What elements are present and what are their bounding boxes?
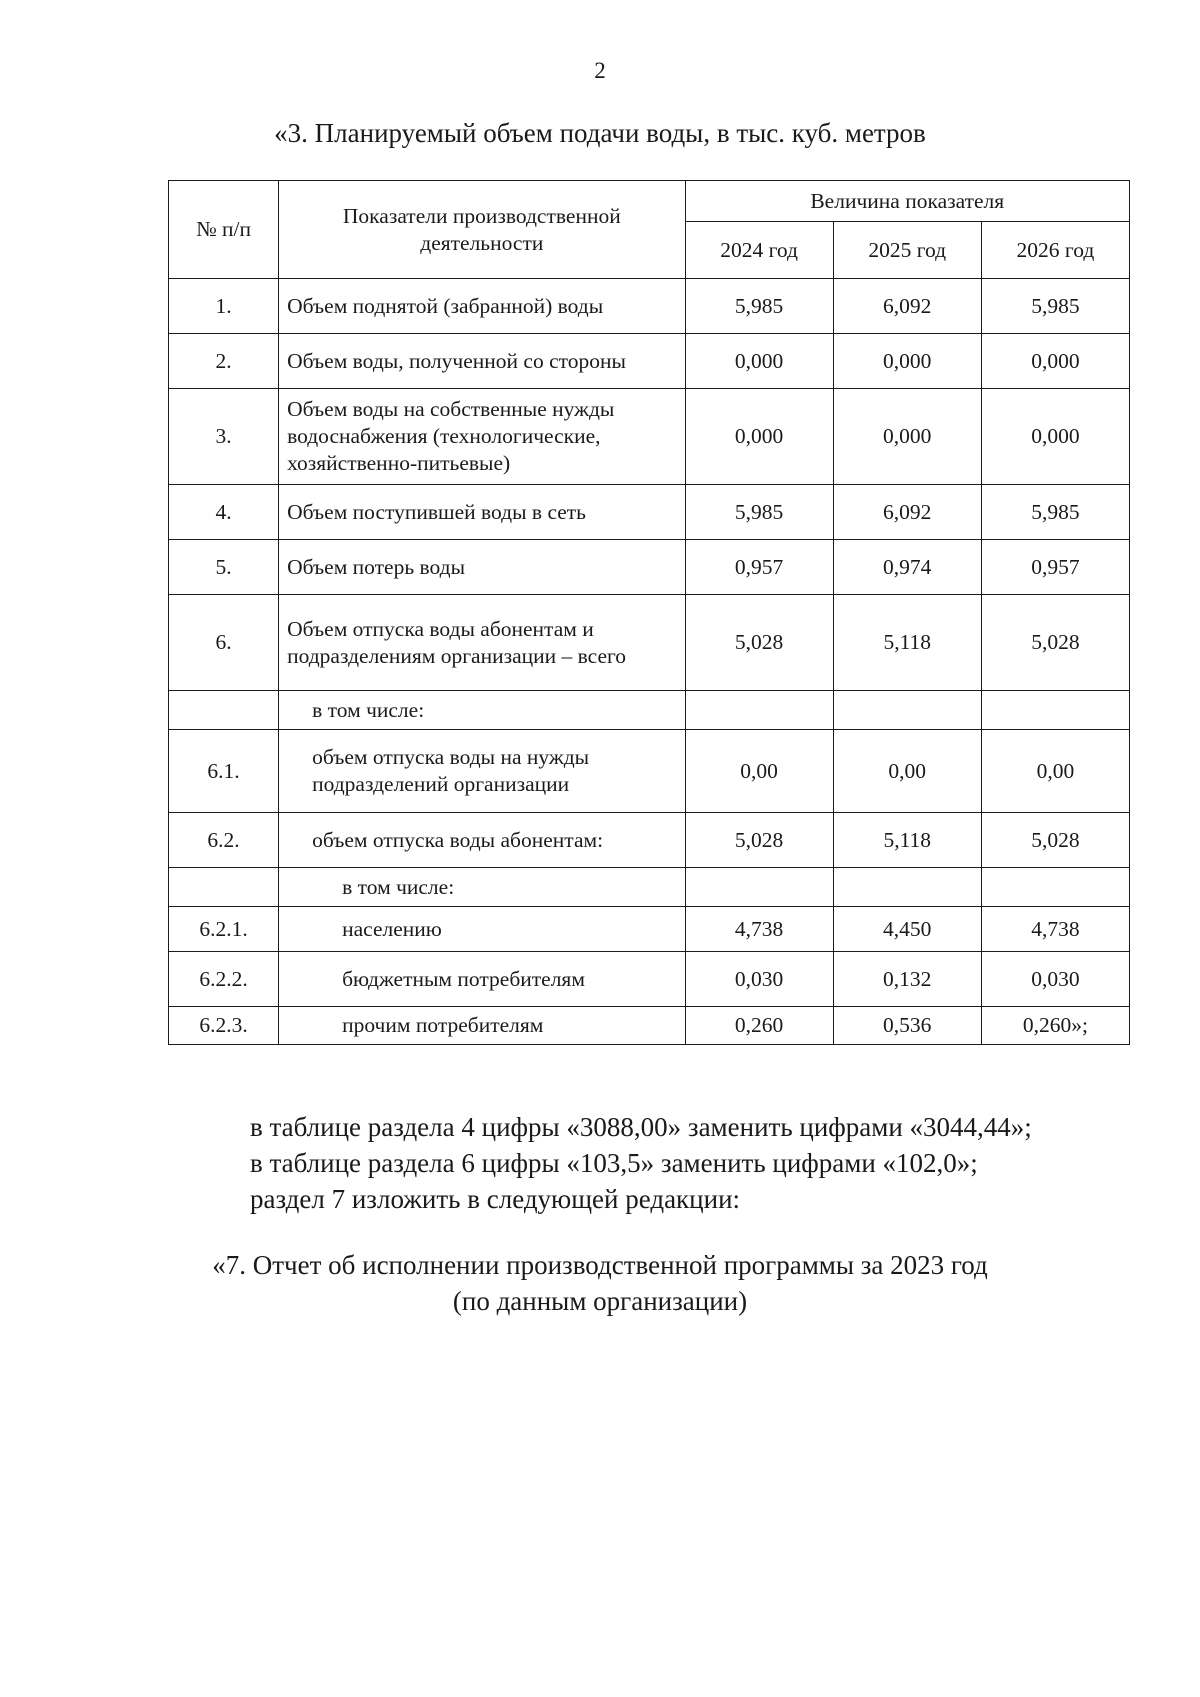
table-row <box>169 813 1130 868</box>
row-value: 6,092 <box>833 279 981 334</box>
row-number: 6.1. <box>169 730 279 813</box>
section-title: «3. Планируемый объем подачи воды, в тыс. куб. метров <box>274 118 926 148</box>
table-row <box>169 691 1130 730</box>
row-value: 6,092 <box>833 485 981 540</box>
row-indicator: бюджетным потребителям <box>279 952 685 1007</box>
row-value: 5,028 <box>685 813 833 868</box>
row-value <box>685 868 833 907</box>
row-value: 5,118 <box>833 595 981 691</box>
amendment-line: в таблице раздела 4 цифры «3088,00» заменить цифрами «3044,44»; <box>250 1112 1032 1142</box>
row-number: 6.2.1. <box>169 907 279 952</box>
row-value: 4,450 <box>833 907 981 952</box>
row-indicator: объем отпуска воды абонентам: <box>279 813 685 868</box>
table-row <box>169 389 1130 485</box>
table-row <box>169 279 1130 334</box>
row-value: 5,985 <box>981 485 1129 540</box>
row-number: 6.2. <box>169 813 279 868</box>
row-number: 6. <box>169 595 279 691</box>
row-number: 6.2.2. <box>169 952 279 1007</box>
amendment-line: раздел 7 изложить в следующей редакции: <box>250 1183 741 1214</box>
row-number: 4. <box>169 485 279 540</box>
row-value: 5,985 <box>685 485 833 540</box>
amendment-line: в таблице раздела 6 цифры «103,5» заменить цифрами «102,0»; <box>250 1147 978 1178</box>
row-value <box>833 868 981 907</box>
row-value: 0,000 <box>981 389 1129 485</box>
table-row <box>169 540 1130 595</box>
row-number <box>169 868 279 907</box>
row-indicator: Объем поступившей воды в сеть <box>279 485 685 540</box>
section-7-heading <box>0 1248 1200 1320</box>
row-value: 0,000 <box>981 334 1129 389</box>
row-indicator: Объем потерь воды <box>279 540 685 595</box>
page-number: 2 <box>594 58 606 83</box>
header-num: № п/п <box>169 181 279 279</box>
row-indicator: в том числе: <box>279 691 685 730</box>
row-value: 0,000 <box>685 334 833 389</box>
row-value <box>981 691 1129 730</box>
header-indicator: Показатели производственной деятельности <box>279 181 685 279</box>
row-value: 4,738 <box>685 907 833 952</box>
row-value: 0,536 <box>833 1007 981 1045</box>
row-value: 0,974 <box>833 540 981 595</box>
row-number <box>169 691 279 730</box>
row-number: 5. <box>169 540 279 595</box>
row-indicator: населению <box>279 907 685 952</box>
row-value: 0,000 <box>685 389 833 485</box>
row-value: 0,00 <box>981 730 1129 813</box>
row-number: 6.2.3. <box>169 1007 279 1045</box>
row-value: 0,00 <box>685 730 833 813</box>
water-supply-table <box>168 180 1130 1045</box>
section-7-title: «7. Отчет об исполнении производственной программы за 2023 год <box>212 1250 988 1280</box>
row-indicator: Объем воды, полученной со стороны <box>279 334 685 389</box>
row-indicator: Объем отпуска воды абонентам и подразделениям организации – всего <box>279 595 685 691</box>
row-value: 0,260 <box>685 1007 833 1045</box>
row-value: 0,000 <box>833 389 981 485</box>
row-value: 0,030 <box>685 952 833 1007</box>
row-value: 5,118 <box>833 813 981 868</box>
row-value: 5,985 <box>685 279 833 334</box>
header-year: 2025 год <box>833 222 981 279</box>
row-value: 5,028 <box>685 595 833 691</box>
row-value: 0,260»; <box>981 1007 1129 1045</box>
table-row <box>169 1007 1130 1045</box>
row-value: 5,985 <box>981 279 1129 334</box>
table-row <box>169 334 1130 389</box>
table-row <box>169 952 1130 1007</box>
row-indicator: Объем воды на собственные нужды водоснабжения (технологические, хозяйственно-питьевые) <box>279 389 685 485</box>
row-indicator: объем отпуска воды на нужды подразделений организации <box>279 730 685 813</box>
row-value: 0,000 <box>833 334 981 389</box>
row-value: 5,028 <box>981 813 1129 868</box>
row-value <box>833 691 981 730</box>
row-value: 5,028 <box>981 595 1129 691</box>
section-7-subtitle: (по данным организации) <box>452 1285 748 1316</box>
row-value: 0,957 <box>981 540 1129 595</box>
row-value: 0,030 <box>981 952 1129 1007</box>
header-year: 2024 год <box>685 222 833 279</box>
table-row <box>169 730 1130 813</box>
row-number: 1. <box>169 279 279 334</box>
header-year: 2026 год <box>981 222 1129 279</box>
row-value: 0,00 <box>833 730 981 813</box>
header-value-group: Величина показателя <box>685 181 1129 222</box>
row-value: 0,132 <box>833 952 981 1007</box>
table-row <box>169 595 1130 691</box>
row-number: 2. <box>169 334 279 389</box>
table-row <box>169 485 1130 540</box>
amendment-paragraphs <box>250 1110 1032 1218</box>
row-indicator: в том числе: <box>279 868 685 907</box>
row-value: 0,957 <box>685 540 833 595</box>
table-row <box>169 907 1130 952</box>
row-indicator: Объем поднятой (забранной) воды <box>279 279 685 334</box>
row-number: 3. <box>169 389 279 485</box>
row-value <box>685 691 833 730</box>
row-value: 4,738 <box>981 907 1129 952</box>
row-value <box>981 868 1129 907</box>
table-row <box>169 868 1130 907</box>
row-indicator: прочим потребителям <box>279 1007 685 1045</box>
